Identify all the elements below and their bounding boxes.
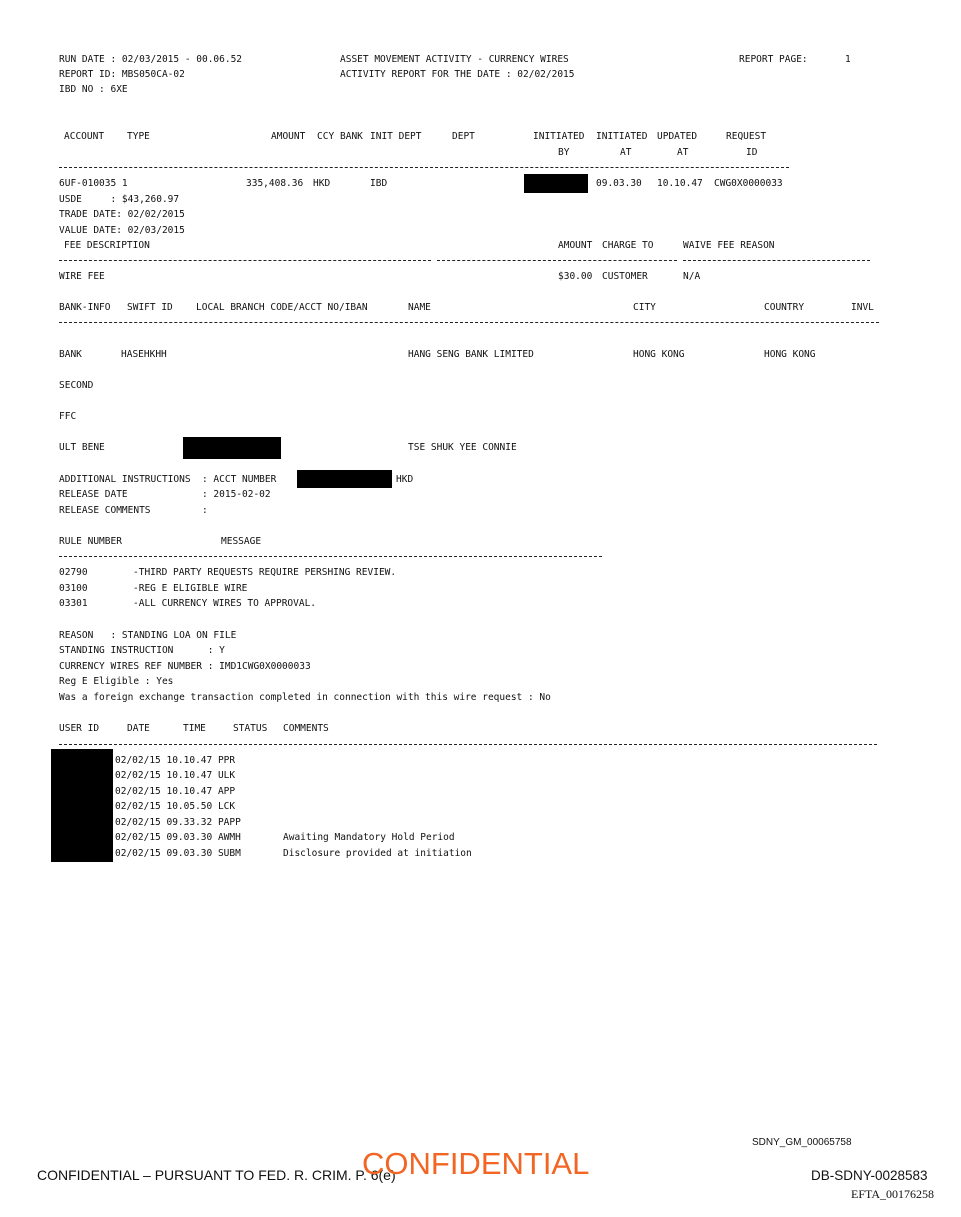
run-date: RUN DATE : 02/03/2015 - 00.06.52 [59, 54, 243, 65]
bank-label: BANK [59, 349, 82, 360]
standing-instruction: STANDING INSTRUCTION : Y [59, 645, 225, 656]
rule-number-header: RULE NUMBER [59, 536, 122, 547]
col-id: ID [746, 147, 758, 158]
report-page-number: 1 [845, 54, 851, 65]
wire-value-date: VALUE DATE: 02/03/2015 [59, 225, 185, 236]
bank-info-divider [59, 322, 879, 323]
country-header: COUNTRY [764, 302, 805, 313]
col-initiated-2: INITIATED [596, 131, 648, 142]
fee-divider-2 [437, 260, 677, 261]
log-row: 02/02/15 09.03.30 AWMH [115, 832, 241, 843]
rule-message-header: MESSAGE [221, 536, 262, 547]
wire-init-dept: IBD [370, 178, 388, 189]
redaction-user-ids [51, 749, 113, 862]
bank-country: HONG KONG [764, 349, 816, 360]
currency-wires-ref: CURRENCY WIRES REF NUMBER : IMD1CWG0X0000033 [59, 661, 311, 672]
swift-header: SWIFT ID [127, 302, 173, 313]
log-comments-header: COMMENTS [283, 723, 329, 734]
ult-bene-label: ULT BENE [59, 442, 105, 453]
wire-request-id: CWG0X0000033 [714, 178, 783, 189]
confidential-stamp: CONFIDENTIAL [362, 1146, 590, 1181]
log-divider [59, 744, 877, 745]
log-status-header: STATUS [233, 723, 268, 734]
fee-header-amount: AMOUNT [558, 240, 593, 251]
report-title: ASSET MOVEMENT ACTIVITY - CURRENCY WIRES [340, 54, 569, 65]
wire-initiated-at: 09.03.30 [596, 178, 642, 189]
col-initiated-1: INITIATED [533, 131, 585, 142]
log-row: 02/02/15 10.10.47 APP [115, 786, 236, 797]
fee-divider-3 [683, 260, 870, 261]
release-comments: RELEASE COMMENTS : [59, 505, 208, 516]
col-init-dept: INIT DEPT [370, 131, 422, 142]
local-branch-header: LOCAL BRANCH CODE/ACCT NO/IBAN [196, 302, 368, 313]
col-amount: AMOUNT [271, 131, 306, 142]
redaction-initiated-by [524, 174, 588, 193]
col-by: BY [558, 147, 570, 158]
rules-divider [59, 556, 602, 557]
fee-desc: WIRE FEE [59, 271, 105, 282]
fee-header-waive: WAIVE FEE REASON [683, 240, 775, 251]
ibd-no: IBD NO : 6XE [59, 84, 128, 95]
report-page-label: REPORT PAGE: [739, 54, 808, 65]
log-row: 02/02/15 10.10.47 PPR [115, 755, 236, 766]
instructions-hkd: HKD [396, 474, 414, 485]
wire-account: 6UF-010035 1 [59, 178, 128, 189]
db-sdny-number: DB-SDNY-0028583 [811, 1168, 928, 1183]
redaction-acct-number [297, 470, 392, 488]
col-request: REQUEST [726, 131, 767, 142]
ult-bene-name: TSE SHUK YEE CONNIE [408, 442, 517, 453]
header-divider [59, 167, 789, 168]
rule-number: 03100 [59, 583, 88, 594]
reason: REASON : STANDING LOA ON FILE [59, 630, 237, 641]
redaction-ult-bene-account [183, 437, 281, 459]
log-time-header: TIME [183, 723, 206, 734]
rule-message: -THIRD PARTY REQUESTS REQUIRE PERSHING REVIEW. [133, 567, 397, 578]
col-dept: DEPT [452, 131, 475, 142]
fx-question: Was a foreign exchange transaction completed in connection with this wire request : No [59, 692, 551, 703]
bates-number: SDNY_GM_00065758 [752, 1137, 852, 1148]
log-row: 02/02/15 10.05.50 LCK [115, 801, 236, 812]
second-label: SECOND [59, 380, 94, 391]
ffc-label: FFC [59, 411, 77, 422]
fee-charge-to: CUSTOMER [602, 271, 648, 282]
wire-trade-date: TRADE DATE: 02/02/2015 [59, 209, 185, 220]
col-account: ACCOUNT [64, 131, 105, 142]
bank-info-header: BANK-INFO [59, 302, 111, 313]
col-updated: UPDATED [657, 131, 698, 142]
wire-usde: USDE : $43,260.97 [59, 194, 180, 205]
fee-divider-1 [59, 260, 431, 261]
wire-ccy: HKD [313, 178, 331, 189]
col-at-2: AT [677, 147, 689, 158]
log-date-header: DATE [127, 723, 150, 734]
bank-name: HANG SENG BANK LIMITED [408, 349, 534, 360]
confidential-notice: CONFIDENTIAL – PURSUANT TO FED. R. CRIM. P. 6(e) [37, 1167, 396, 1183]
invl-header: INVL [851, 302, 874, 313]
wire-updated-at: 10.10.47 [657, 178, 703, 189]
additional-instructions: ADDITIONAL INSTRUCTIONS : ACCT NUMBER [59, 474, 277, 485]
col-ccy: CCY [317, 131, 335, 142]
bank-city: HONG KONG [633, 349, 685, 360]
efta-number: EFTA_00176258 [851, 1187, 935, 1201]
col-at-1: AT [620, 147, 632, 158]
fee-waive: N/A [683, 271, 701, 282]
col-bank: BANK [340, 131, 363, 142]
log-user-header: USER ID [59, 723, 100, 734]
fee-amount: $30.00 [558, 271, 593, 282]
log-row: 02/02/15 09.33.32 PAPP [115, 817, 241, 828]
report-subtitle: ACTIVITY REPORT FOR THE DATE : 02/02/2015 [340, 69, 575, 80]
rule-number: 02790 [59, 567, 88, 578]
col-type: TYPE [127, 131, 150, 142]
name-header: NAME [408, 302, 431, 313]
reg-e-eligible: Reg E Eligible : Yes [59, 676, 174, 687]
city-header: CITY [633, 302, 656, 313]
rule-number: 03301 [59, 598, 88, 609]
rule-message: -REG E ELIGIBLE WIRE [133, 583, 248, 594]
log-comment: Awaiting Mandatory Hold Period [283, 832, 455, 843]
wire-amount: 335,408.36 [246, 178, 304, 189]
fee-header-desc: FEE DESCRIPTION [64, 240, 150, 251]
bank-swift: HASEHKHH [121, 349, 167, 360]
log-row: 02/02/15 09.03.30 SUBM [115, 848, 241, 859]
log-row: 02/02/15 10.10.47 ULK [115, 770, 236, 781]
report-id: REPORT ID: MBS050CA-02 [59, 69, 185, 80]
log-comment: Disclosure provided at initiation [283, 848, 472, 859]
rule-message: -ALL CURRENCY WIRES TO APPROVAL. [133, 598, 317, 609]
fee-header-charge: CHARGE TO [602, 240, 654, 251]
release-date: RELEASE DATE : 2015-02-02 [59, 489, 271, 500]
